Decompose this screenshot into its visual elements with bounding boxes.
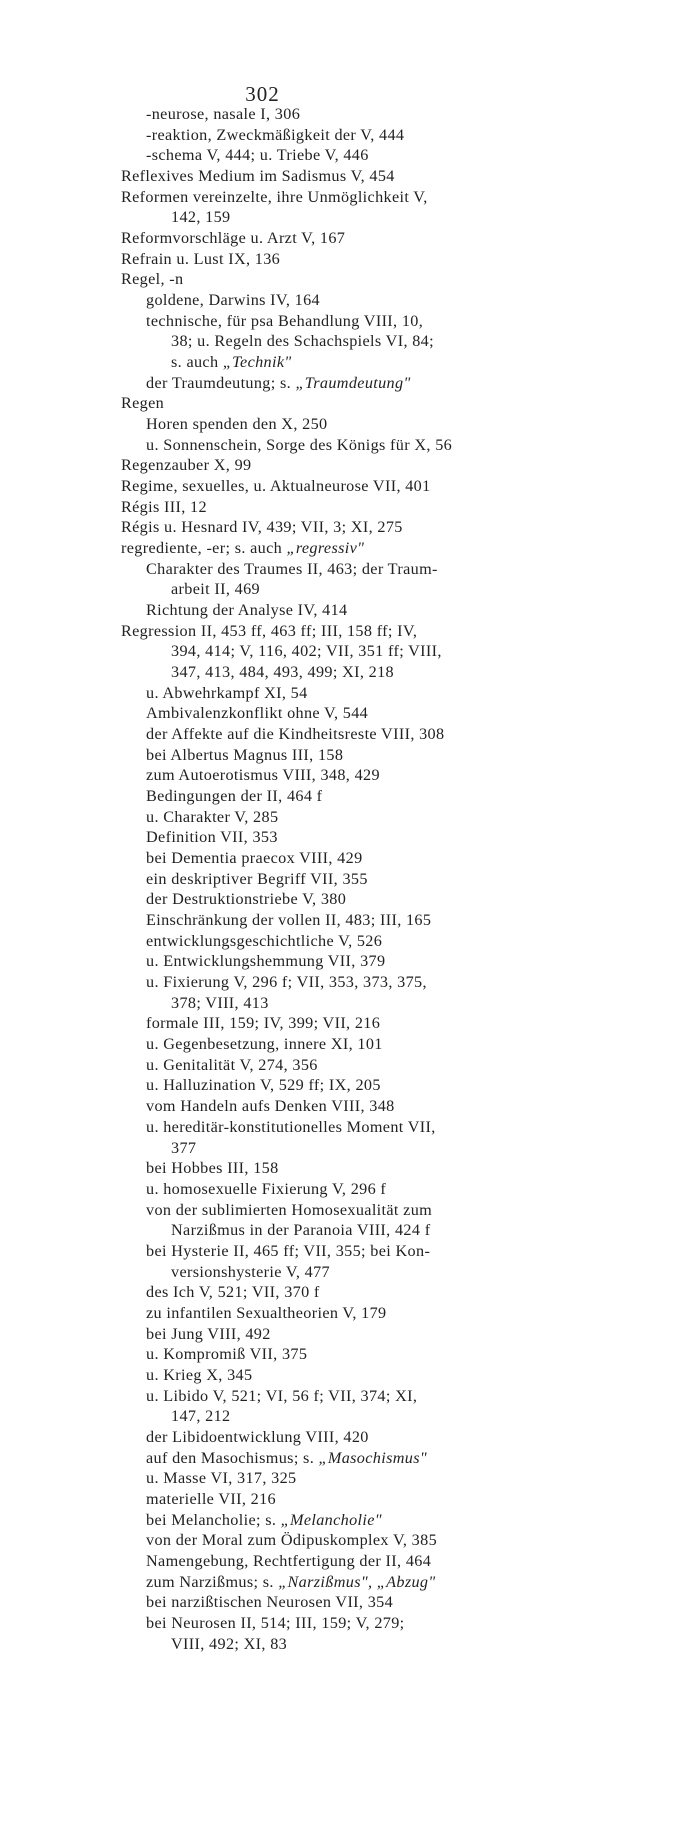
index-line-text: Namengebung, Rechtfertigung der II, 464	[146, 1551, 432, 1570]
index-line-text: Bedingungen der II, 464 f	[146, 787, 323, 806]
index-line	[146, 1428, 369, 1447]
index-line	[146, 1366, 252, 1385]
index-line-text: auf den Masochismus; s.	[146, 1448, 319, 1467]
index-line	[146, 560, 438, 579]
index-line-text: Régis III, 12	[121, 497, 207, 516]
index-line-text: -schema V, 444; u. Triebe V, 446	[146, 146, 369, 165]
index-line	[171, 1407, 230, 1426]
index-line	[121, 250, 280, 269]
index-line	[146, 849, 363, 868]
index-line-text: Reformvorschläge u. Arzt V, 167	[121, 229, 346, 248]
index-line-text: Richtung der Analyse IV, 414	[146, 601, 348, 620]
index-line-text: versionshysterie V, 477	[171, 1262, 330, 1281]
index-line	[146, 1593, 393, 1612]
index-line-text: u. Sonnenschein, Sorge des Königs für X, 56	[146, 435, 453, 454]
index-line-text: Régis u. Hesnard IV, 439; VII, 3; XI, 275	[121, 518, 403, 537]
index-line-text: Refrain u. Lust IX, 136	[121, 249, 281, 268]
index-line-text: 142, 159	[171, 208, 231, 227]
index-line-text: 147, 212	[171, 1407, 231, 1426]
index-line-text: Einschränkung der vollen II, 483; III, 165	[146, 911, 432, 930]
index-line-text: technische, für psa Behandlung VIII, 10,	[146, 311, 424, 330]
index-line-text: formale III, 159; IV, 399; VII, 216	[146, 1014, 381, 1033]
index-line-text: der Libidoentwicklung VIII, 420	[146, 1427, 369, 1446]
index-line	[146, 1469, 296, 1488]
index-line-text: bei Albertus Magnus III, 158	[146, 745, 344, 764]
index-line-text: u. Kompromiß VII, 375	[146, 1345, 308, 1364]
index-line	[146, 1180, 386, 1199]
index-line-text: s. auch	[171, 353, 223, 372]
index-line	[171, 1221, 430, 1240]
index-line	[146, 105, 300, 124]
index-line	[171, 663, 394, 682]
index-line-text: von der Moral zum Ödipuskomplex V, 385	[146, 1531, 438, 1550]
index-line-text: regrediente, -er; s. auch	[121, 539, 287, 558]
index-line-text: der Affekte auf die Kindheitsreste VIII, 308	[146, 725, 445, 744]
index-line	[121, 498, 207, 517]
index-line	[146, 1097, 395, 1116]
index-line-text: Charakter des Traumes II, 463; der Traum-	[146, 559, 438, 578]
index-line-text: 377	[171, 1138, 197, 1157]
index-line	[171, 1263, 330, 1282]
index-line	[121, 456, 251, 475]
index-line	[146, 1511, 382, 1530]
index-line	[146, 1242, 430, 1261]
index-line	[146, 890, 346, 909]
index-line-text: der Destruktionstriebe V, 380	[146, 890, 347, 909]
index-line	[146, 1449, 427, 1468]
index-line	[146, 1490, 276, 1509]
cross-reference: „Melancholie"	[280, 1510, 382, 1529]
index-line	[121, 167, 395, 186]
index-line-text: zum Autoerotismus VIII, 348, 429	[146, 766, 380, 785]
index-line	[171, 1635, 287, 1654]
index-line-text: u. Entwicklungshemmung VII, 379	[146, 952, 386, 971]
index-line	[171, 353, 292, 372]
cross-reference: „Technik"	[222, 353, 292, 372]
index-line-text: materielle VII, 216	[146, 1489, 276, 1508]
index-line	[146, 126, 404, 145]
index-line	[146, 952, 385, 971]
index-line-text: Regel, -n	[121, 270, 184, 289]
index-line-text: entwicklungsgeschichtliche V, 526	[146, 931, 383, 950]
index-line	[146, 870, 368, 889]
index-line-text: 394, 414; V, 116, 402; VII, 351 ff; VIII,	[171, 642, 442, 661]
index-line	[146, 746, 343, 765]
index-line-text: von der sublimierten Homosexualität zum	[146, 1200, 433, 1219]
index-line	[146, 415, 327, 434]
index-line-text: goldene, Darwins IV, 164	[146, 291, 320, 310]
index-line-text: Regime, sexuelles, u. Aktualneurose VII, 401	[121, 477, 431, 496]
index-line	[146, 1283, 320, 1302]
index-line-text: zum Narzißmus; s.	[146, 1572, 279, 1591]
index-line	[146, 1159, 279, 1178]
index-line	[146, 1614, 405, 1633]
index-line	[146, 684, 308, 703]
index-line	[146, 911, 431, 930]
index-line	[146, 828, 278, 847]
cross-reference: „Traumdeutung"	[295, 373, 411, 392]
index-line	[146, 1118, 436, 1137]
index-line-text: Reflexives Medium im Sadismus V, 454	[121, 167, 395, 185]
index-line-text: bei Melancholie; s.	[146, 1510, 281, 1529]
index-line	[146, 766, 380, 785]
index-line	[121, 188, 428, 207]
index-line-text: bei Hysterie II, 465 ff; VII, 355; bei Kon-	[146, 1241, 431, 1260]
index-line	[146, 291, 320, 310]
index-line-text: Narzißmus in der Paranoia VIII, 424 f	[171, 1221, 431, 1240]
index-line	[146, 1552, 431, 1571]
index-line	[146, 808, 278, 827]
index-line-text: bei Dementia praecox VIII, 429	[146, 849, 363, 868]
page-number: 302	[245, 82, 280, 106]
index-line	[171, 994, 269, 1013]
index-line-text: ein deskriptiver Begriff VII, 355	[146, 869, 368, 888]
index-line-text: Regenzauber X, 99	[121, 456, 252, 475]
index-line-text: u. Genitalität V, 274, 356	[146, 1055, 318, 1074]
index-line-text: bei narzißtischen Neurosen VII, 354	[146, 1593, 394, 1612]
index-line-text: bei Hobbes III, 158	[146, 1159, 279, 1178]
cross-reference: „regressiv"	[286, 539, 365, 558]
index-line	[146, 146, 369, 165]
index-line-text: bei Jung VIII, 492	[146, 1324, 271, 1343]
index-line-text: Ambivalenzkonflikt ohne V, 544	[146, 704, 369, 723]
index-line-text: Reformen vereinzelte, ihre Unmöglichkeit V,	[121, 187, 428, 206]
index-line-text: Regression II, 453 ff, 463 ff; III, 158 ff; IV,	[121, 621, 418, 640]
index-line	[146, 436, 452, 455]
index-line	[121, 518, 403, 537]
cross-reference: „Masochismus"	[318, 1448, 427, 1467]
index-line	[121, 229, 345, 248]
index-line-text: bei Neurosen II, 514; III, 159; V, 279;	[146, 1613, 405, 1632]
index-line-text: u. Masse VI, 317, 325	[146, 1469, 297, 1488]
index-line	[146, 374, 411, 393]
index-line-text: arbeit II, 469	[171, 580, 260, 599]
index-line	[146, 1387, 417, 1406]
index-line	[146, 1531, 437, 1550]
index-line	[146, 704, 368, 723]
index-line	[146, 1035, 383, 1054]
index-line-text: 38; u. Regeln des Schachspiels VI, 84;	[171, 332, 434, 351]
index-line-text: u. Fixierung V, 296 f; VII, 353, 373, 375,	[146, 973, 427, 992]
index-line	[146, 973, 427, 992]
index-line	[171, 580, 260, 599]
index-line	[171, 1139, 196, 1158]
index-line-text: der Traumdeutung; s.	[146, 373, 296, 392]
index-line	[171, 208, 230, 227]
index-line-text: u. Halluzination V, 529 ff; IX, 205	[146, 1076, 381, 1095]
index-line	[146, 1304, 386, 1323]
index-line	[146, 312, 423, 331]
index-line	[171, 332, 434, 351]
index-line-text: u. Krieg X, 345	[146, 1365, 253, 1384]
index-line-text: Definition VII, 353	[146, 828, 278, 847]
index-line	[146, 601, 347, 620]
index-line-text: des Ich V, 521; VII, 370 f	[146, 1283, 320, 1302]
index-line	[121, 394, 164, 413]
index-line	[146, 1345, 307, 1364]
index-line-text: 378; VIII, 413	[171, 993, 269, 1012]
index-line-text: -reaktion, Zweckmäßigkeit der V, 444	[146, 125, 405, 144]
index-line	[121, 539, 364, 558]
index-line-text: vom Handeln aufs Denken VIII, 348	[146, 1097, 395, 1116]
index-line-text: Horen spenden den X, 250	[146, 415, 328, 434]
index-line-text: VIII, 492; XI, 83	[171, 1634, 288, 1653]
cross-reference: „Narzißmus", „Abzug"	[278, 1572, 436, 1591]
index-line-text: Regen	[121, 394, 165, 413]
index-line	[171, 642, 442, 661]
index-line	[146, 1014, 380, 1033]
index-line	[146, 1325, 271, 1344]
index-line	[146, 787, 322, 806]
index-line	[121, 622, 417, 641]
index-line-text: -neurose, nasale I, 306	[146, 105, 301, 123]
index-line	[146, 1056, 318, 1075]
index-line	[146, 725, 444, 744]
index-line-text: u. Libido V, 521; VI, 56 f; VII, 374; XI,	[146, 1386, 418, 1405]
index-line-text: u. Abwehrkampf XI, 54	[146, 683, 308, 702]
index-line	[146, 1201, 432, 1220]
index-line-text: u. Gegenbesetzung, innere XI, 101	[146, 1035, 383, 1054]
index-line-text: u. homosexuelle Fixierung V, 296 f	[146, 1179, 387, 1198]
index-line	[146, 1573, 436, 1592]
index-line-text: u. Charakter V, 285	[146, 807, 279, 826]
index-line	[146, 932, 382, 951]
index-line-text: u. hereditär-konstitutionelles Moment VII,	[146, 1117, 436, 1136]
index-line-text: 347, 413, 484, 493, 499; XI, 218	[171, 663, 394, 682]
index-line-text: zu infantilen Sexualtheorien V, 179	[146, 1303, 387, 1322]
index-line	[121, 270, 184, 289]
index-line	[146, 1076, 381, 1095]
index-line	[121, 477, 431, 496]
